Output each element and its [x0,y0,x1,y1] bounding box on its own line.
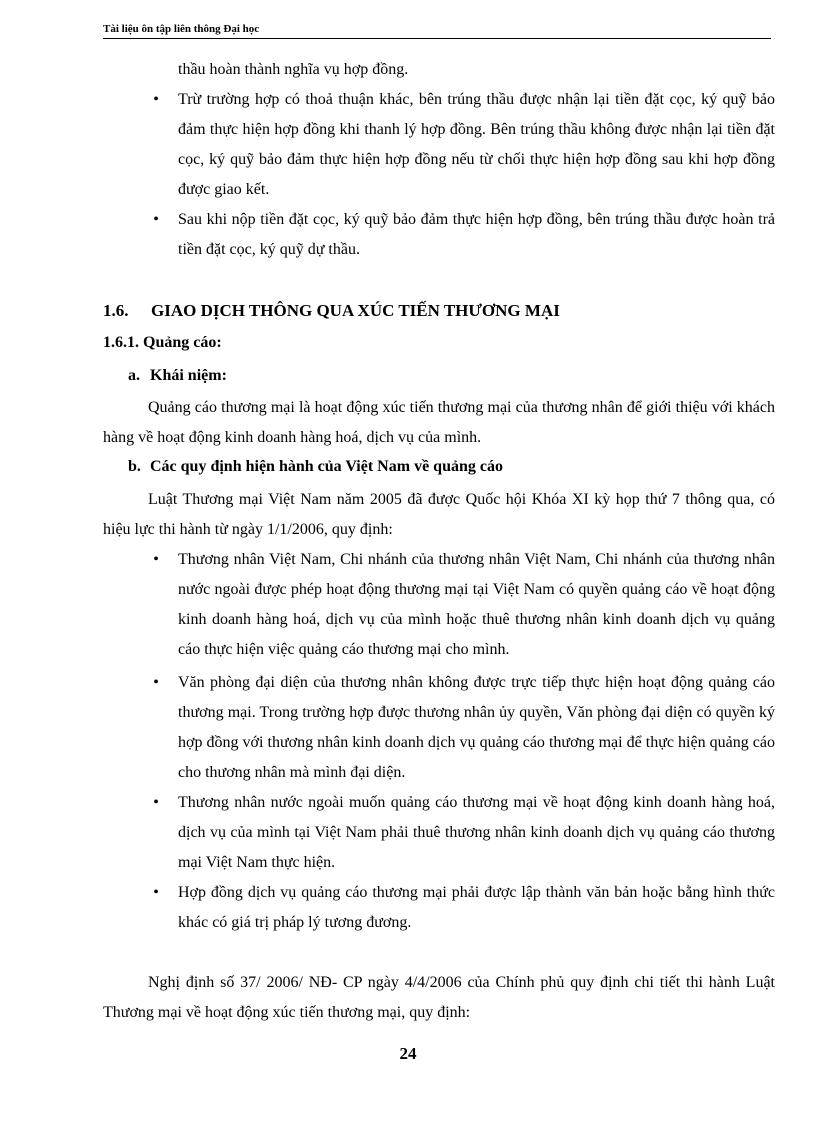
item-a-title: Khái niệm: [150,367,227,384]
item-b-heading [128,454,503,480]
bullet-icon: • [153,551,159,568]
bullet-icon: • [153,91,159,108]
list-item [153,788,775,878]
list-item [153,205,775,265]
definition-paragraph: Quảng cáo thương mại là hoạt động xúc tiến thương mại của thương nhân để giới thiệu với khách hàng về hoạt động kinh doanh hàng hoá, dịch vụ của mình. [103,399,775,446]
law-intro-paragraph: Luật Thương mại Việt Nam năm 2005 đã được Quốc hội Khóa XI kỳ họp thứ 7 thông qua, có hiệu lực thi hành từ ngày 1/1/2006, quy định: [103,491,775,538]
section-title: GIAO DỊCH THÔNG QUA XÚC TIẾN THƯƠNG MẠI [151,301,560,320]
page-number: 24 [399,1044,417,1063]
list-item [153,878,775,938]
list-item [153,545,775,665]
bullet-icon: • [153,884,159,901]
item-a-heading [128,363,227,389]
decree-paragraph: Nghị định số 37/ 2006/ NĐ- CP ngày 4/4/2006 của Chính phủ quy định chi tiết thi hành Luật Thương mại về hoạt động xúc tiến thương mại, quy định: [103,974,775,1021]
section-heading [103,298,560,324]
item-b-label: b. [128,458,141,475]
list-item-text: Trừ trường hợp có thoả thuận khác, bên trúng thầu được nhận lại tiền đặt cọc, ký quỹ bảo đảm thực hiện hợp đồng khi thanh lý hợp đồng. Bên trúng thầu không được nhận lại tiền đặt cọc, ký quỹ bảo đảm thực hiện hợp đồng nếu từ chối thực hiện hợp đồng sau khi hợp đồng được giao kết. [178,91,775,198]
bullet-icon: • [153,674,159,691]
item-a-label: a. [128,367,140,384]
section-number: 1.6. [103,301,129,320]
running-header: Tài liệu ôn tập liên thông Đại học [103,22,771,39]
continuation-line: thầu hoàn thành nghĩa vụ hợp đồng. [178,61,409,78]
subsection-heading: 1.6.1. Quảng cáo: [103,334,222,351]
item-b-title: Các quy định hiện hành của Việt Nam về quảng cáo [150,458,503,475]
list-item [153,668,775,788]
bullet-icon: • [153,211,159,228]
list-item-text: Văn phòng đại diện của thương nhân không được trực tiếp thực hiện hoạt động quảng cáo thương mại. Trong trường hợp được thương nhân ủy quyền, Văn phòng đại diện có quyền ký hợp đồng với thương nhân kinh doanh dịch vụ quảng cáo thương mại để thực hiện quảng cáo cho thương nhân mà mình đại diện. [178,674,775,781]
list-item-text: Sau khi nộp tiền đặt cọc, ký quỹ bảo đảm thực hiện hợp đồng, bên trúng thầu được hoàn trả tiền đặt cọc, ký quỹ dự thầu. [178,211,775,258]
bullet-icon: • [153,794,159,811]
list-item-text: Thương nhân Việt Nam, Chi nhánh của thương nhân Việt Nam, Chi nhánh của thương nhân nước ngoài được phép hoạt động thương mại tại Việt Nam có quyền quảng cáo về hoạt động kinh doanh hàng hoá, dịch vụ của mình hoặc thuê thương nhân kinh doanh dịch vụ quảng cáo thực hiện việc quảng cáo thương mại cho mình. [178,551,775,658]
list-item [153,85,775,205]
list-item-text: Hợp đồng dịch vụ quảng cáo thương mại phải được lập thành văn bản hoặc bằng hình thức khác có giá trị pháp lý tương đương. [178,884,775,931]
list-item-text: Thương nhân nước ngoài muốn quảng cáo thương mại về hoạt động kinh doanh hàng hoá, dịch vụ của mình tại Việt Nam phải thuê thương nhân kinh doanh dịch vụ quảng cáo thương mại Việt Nam thực hiện. [178,794,775,871]
